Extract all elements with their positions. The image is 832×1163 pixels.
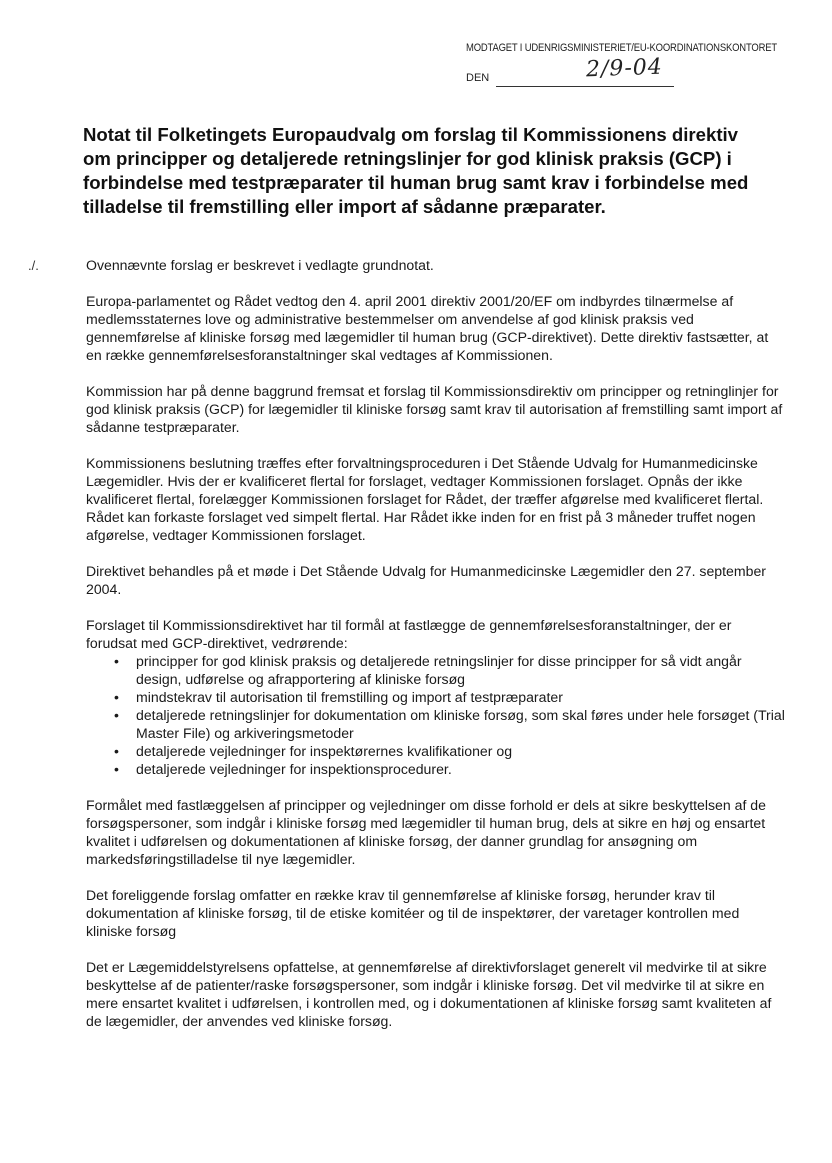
purpose-bullet-list [86,652,786,778]
received-stamp [466,42,816,90]
stamp-underline [496,86,674,87]
paragraph-requirements: Det foreliggende forslag omfatter en række krav til gennemførelse af kliniske forsøg, herunder krav til dokumentation af kliniske forsøg, til de etiske komitéer og til de inspektører, der varetager kontrollen med kliniske forsøg [86,887,740,939]
enclosure-margin-mark: ./. [28,258,39,273]
list-item: • detaljerede retningslinjer for dokumentation om kliniske forsøg, som skal føres under hele forsøget (Trial Master File) og arkiveringsmetoder [136,706,786,742]
stamp-den-label: DEN [466,72,490,84]
stamp-handwritten-date: 2/9-04 [585,54,664,83]
list-item: • mindstekrav til autorisation til fremstilling og import af testpræparater [136,688,786,706]
paragraph-proposal: Kommission har på denne baggrund fremsat et forslag til Kommissionsdirektiv om principper og retninglinjer for god klinisk praksis (GCP) for lægemidler til kliniske forsøg samt krav til autorisation af fremstilling samt import af sådanne testpræparater. [86,383,783,435]
list-item: • detaljerede vejledninger for inspektionsprocedurer. [136,760,786,778]
paragraph-procedure: Kommissionens beslutning træffes efter forvaltningsproceduren i Det Stående Udvalg for Humanmedicinske Lægemidler. Hvis der er kvalificeret flertal for forslaget, vedtager Kommissionen forslaget. Opnås der ikke kvalificeret flertal, forelægger Kommissionen forslaget for Rådet, der træffer afgørelse med kvalificeret flertal. Rådet kan forkaste forslaget ved simpelt flertal. Har Rådet ikke inden for en frist på 3 måneder truffet nogen afgørelse, vedtager Kommissionen forslaget. [86,455,764,543]
document-title: Notat til Folketingets Europaudvalg om forslag til Kommissionens direktiv om principper og detaljerede retningslinjer for god klinisk praksis (GCP) i forbindelse med testpræparater til human brug samt krav i forbindelse med tilladelse til fremstilling eller import af sådanne præparater. [83,124,749,217]
list-item: • principper for god klinisk praksis og detaljerede retningslinjer for disse principper for så vidt angår design, udførelse og afrapportering af kliniske forsøg [136,652,786,688]
stamp-date-line [466,54,816,90]
paragraph-objective: Formålet med fastlæggelsen af principper og vejledninger om disse forhold er dels at sikre beskyttelsen af de forsøgspersoner, som indgår i kliniske forsøg med lægemidler til human brug, dels at sikre en høj og ensartet kvalitet i udførelsen og dokumentationen af kliniske forsøg, der danner grundlag for ansøgning om markedsføringstilladelse til nye lægemidler. [86,797,766,867]
paragraph-assessment: Det er Lægemiddelstyrelsens opfattelse, at gennemførelse af direktivforslaget generelt vil medvirke til at sikre beskyttelse af de patienter/raske forsøgspersoner, som indgår i kliniske forsøg. Det vil medvirke til at sikre en mere ensartet kvalitet i udførelsen, i kontrollen med, og i dokumentationen af kliniske forsøg samt kvaliteten af de lægemidler, der anvendes ved kliniske forsøg. [86,959,772,1029]
stamp-received-text: MODTAGET I UDENRIGSMINISTERIET/EU-KOORDINATIONSKONTORET [466,42,777,54]
document-body [86,256,786,1048]
paragraph-intro: Ovennævnte forslag er beskrevet i vedlagte grundnotat. [86,257,434,273]
paragraph-background: Europa-parlamentet og Rådet vedtog den 4. april 2001 direktiv 2001/20/EF om indbyrdes tilnærmelse af medlemsstaternes love og administrative bestemmelser om anvendelse af god klinisk praksis ved gennemførelse af kliniske forsøg med lægemidler til human brug (GCP-direktivet). Dette direktiv fastsætter, at en række gennemførelsesforanstaltninger skal vedtages af Kommissionen. [86,293,769,363]
paragraph-meeting: Direktivet behandles på et møde i Det Stående Udvalg for Humanmedicinske Lægemidler den 27. september 2004. [86,563,766,597]
list-item: • detaljerede vejledninger for inspektørernes kvalifikationer og [136,742,786,760]
paragraph-purpose: Forslaget til Kommissionsdirektivet har til formål at fastlægge de gennemførelsesforanstaltninger, der er forudsat med GCP-direktivet, vedrørende: [86,617,732,651]
